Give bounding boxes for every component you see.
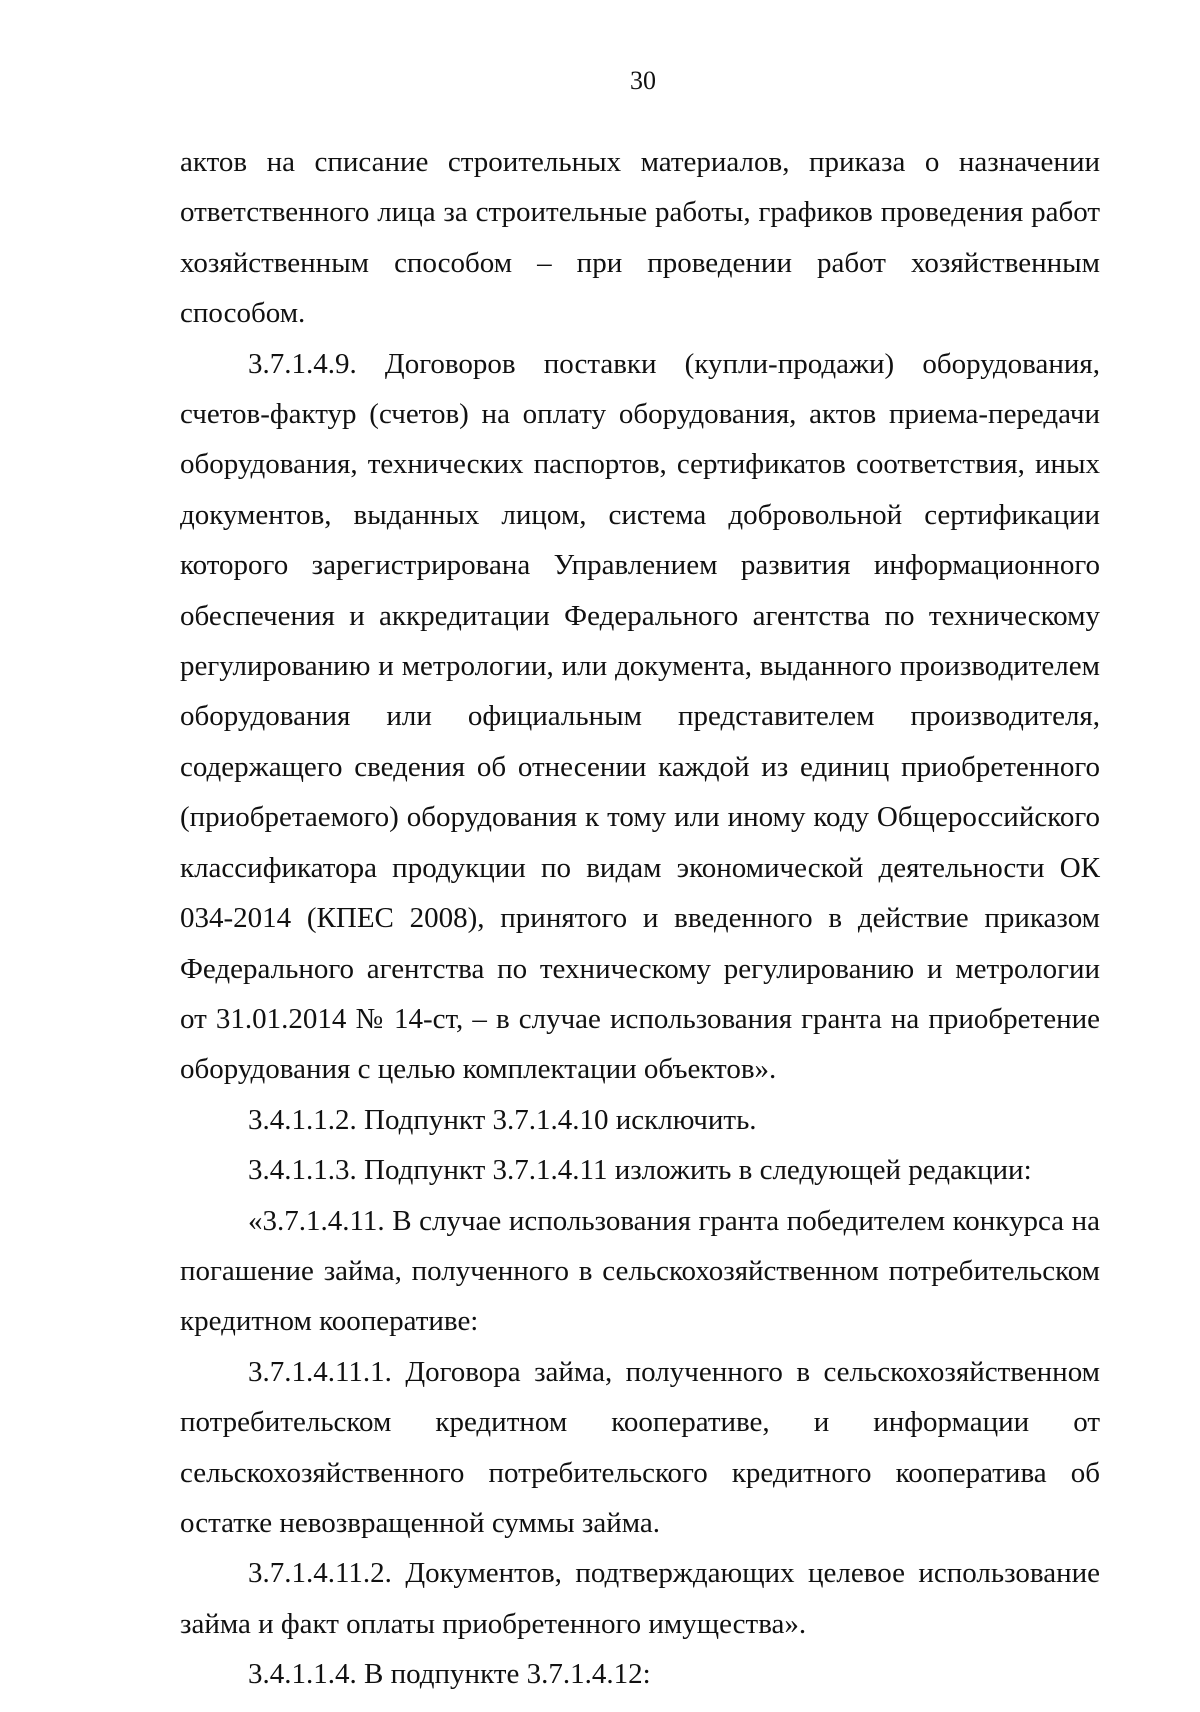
paragraph-3-4-1-1-3: 3.4.1.1.3. Подпункт 3.7.1.4.11 изложить в следующей редакции:	[248, 1154, 1032, 1187]
paragraph-3-7-1-4-11: «3.7.1.4.11. В случае использования гранта победителем конкурса на погашение займа, полученного в сельскохозяйственном потребительском кредитном кооперативе:	[180, 1204, 1100, 1338]
document-body	[180, 137, 1100, 1700]
paragraph-3-4-1-1-2: 3.4.1.1.2. Подпункт 3.7.1.4.10 исключить.	[248, 1103, 757, 1136]
paragraph-3-7-1-4-9: 3.7.1.4.9. Договоров поставки (купли-продажи) оборудования, счетов-фактур (счетов) на оплату оборудования, актов приема-передачи оборудования, технических паспортов, сертификатов соответствия, иных документов, выданных лицом, система добровольной сертификации которого зарегистрирована Управлением развития информационного обеспечения и аккредитации Федерального агентства по техническому регулированию и метрологии, или документа, выданного производителем оборудования или официальным представителем производителя, содержащего сведения об отнесении каждой из единиц приобретенного (приобретаемого) оборудования к тому или иному коду Общероссийского классификатора продукции по видам экономической деятельности ОК 034-2014 (КПЕС 2008), принятого и введенного в действие приказом Федерального агентства по техническому регулированию и метрологии от 31.01.2014 № 14-ст, – в случае использования гранта на приобретение оборудования с целью комплектации объектов».	[180, 347, 1100, 1086]
paragraph-3-7-1-4-11-1: 3.7.1.4.11.1. Договора займа, полученного в сельскохозяйственном потребительском кредитном кооперативе, и информации от сельскохозяйственного потребительского кредитного кооператива об остатке невозвращенной суммы займа.	[180, 1355, 1100, 1539]
paragraph-continuation: актов на списание строительных материалов, приказа о назначении ответственного лица за строительные работы, графиков проведения работ хозяйственным способом – при проведении работ хозяйственным способом.	[180, 146, 1100, 330]
paragraph-3-7-1-4-11-2: 3.7.1.4.11.2. Документов, подтверждающих целевое использование займа и факт оплаты приобретенного имущества».	[180, 1557, 1100, 1640]
page-number: 30	[630, 66, 656, 95]
paragraph-3-4-1-1-4: 3.4.1.1.4. В подпункте 3.7.1.4.12:	[248, 1658, 651, 1691]
